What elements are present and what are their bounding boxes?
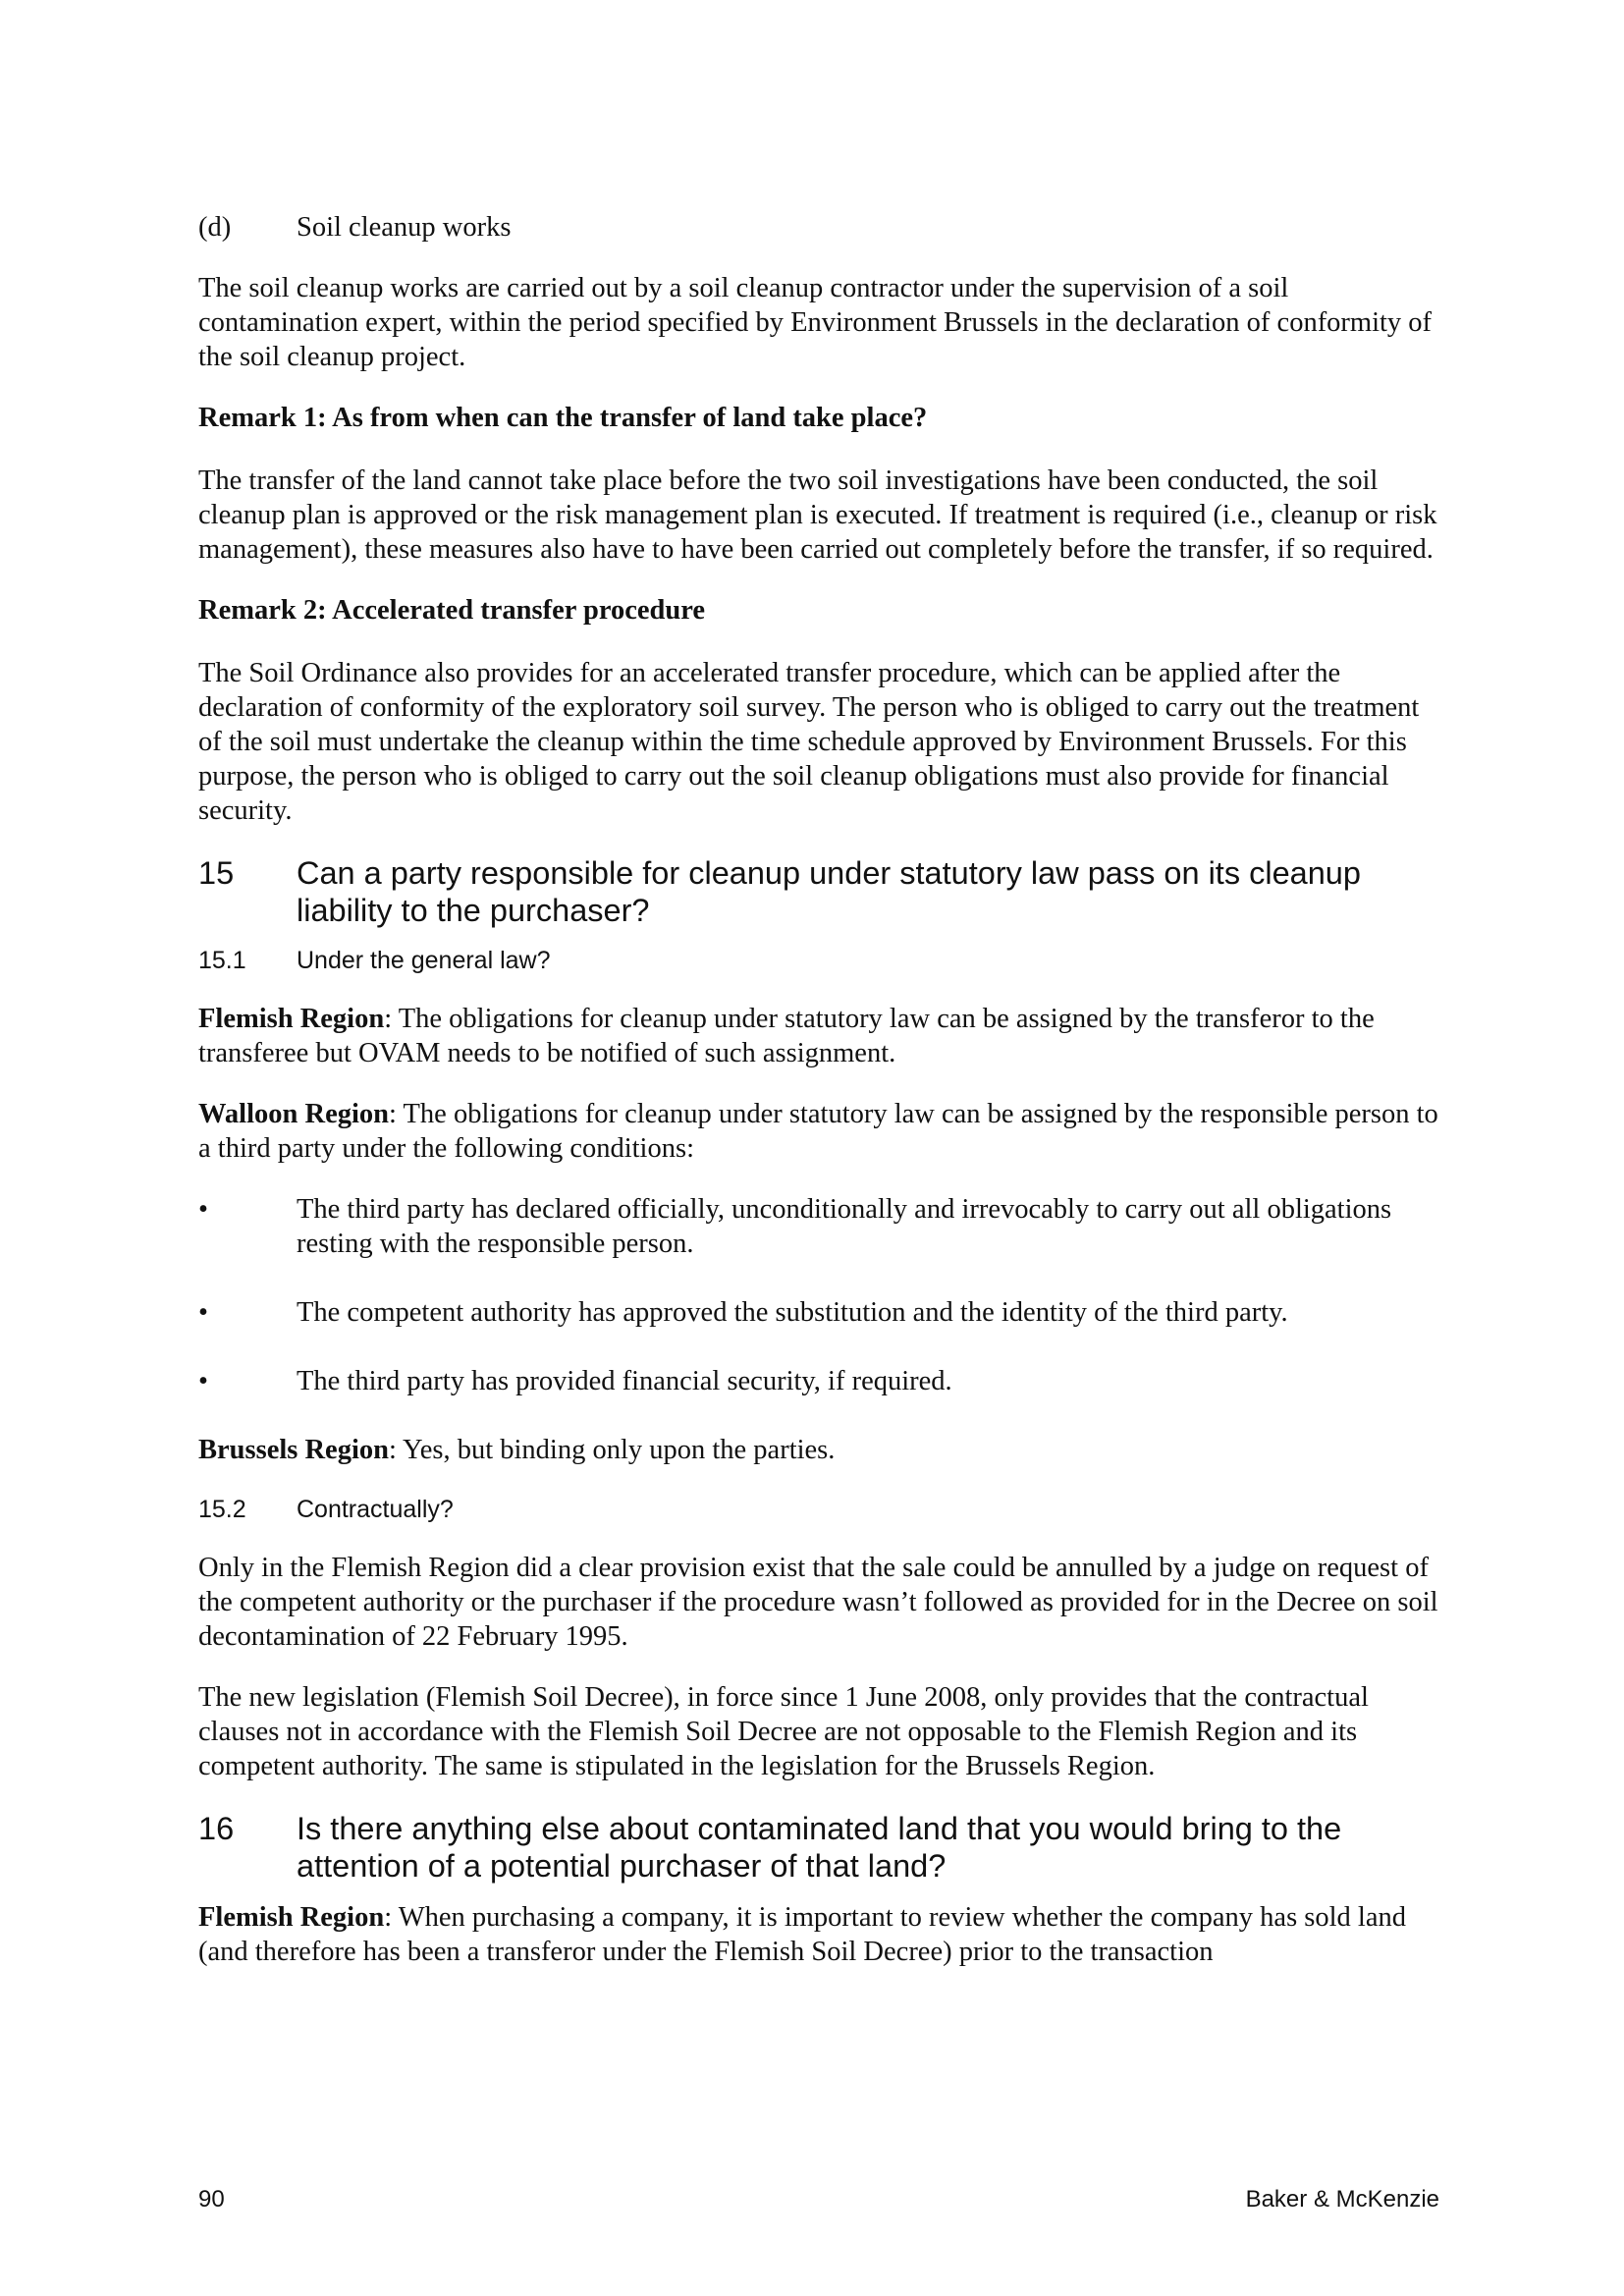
list-item-text: The competent authority has approved the substitution and the identity of the third party.	[297, 1297, 1288, 1328]
subsection-title: Under the general law?	[297, 947, 551, 974]
paragraph-contractual-1: Only in the Flemish Region did a clear provision exist that the sale could be annulled by a judge on request of the competent authority or the purchaser if the procedure wasn’t followed as provided for in the Decree on soil decontamination of 22 February 1995.	[198, 1553, 1438, 1652]
paragraph-contractual-2: The new legislation (Flemish Soil Decree), in force since 1 June 2008, only provides that the contractual clauses not in accordance with the Flemish Soil Decree are not opposable to the Flemish Region and its competent authority. The same is stipulated in the legislation for the Brussels Region.	[198, 1682, 1369, 1781]
paragraph-remark-1: The transfer of the land cannot take place before the two soil investigations have been conducted, the soil cleanup plan is approved or the risk management plan is executed. If treatment is required (i.e., cleanup or risk management), these measures also have to have been carried out completely before the transfer, if so required.	[198, 465, 1437, 565]
list-item-text: The third party has declared officially, unconditionally and irrevocably to carry out all obligations resting with the responsible person.	[297, 1194, 1392, 1259]
region-text: : When purchasing a company, it is important to review whether the company has sold land (and therefore has been a transferor under the Flemish Soil Decree) prior to the transaction	[198, 1902, 1406, 1967]
paragraph-remark-2: The Soil Ordinance also provides for an accelerated transfer procedure, which can be applied after the declaration of conformity of the exploratory soil survey. The person who is obliged to carry out the treatment of the soil must undertake the cleanup within the time schedule approved by Environment Brussels. For this purpose, the person who is obliged to carry out the soil cleanup obligations must also provide for financial security.	[198, 658, 1420, 826]
paragraph-flemish-region	[198, 1002, 1439, 1070]
paragraph-flemish-region-16	[198, 1900, 1439, 1969]
region-label: Walloon Region	[198, 1099, 389, 1129]
list-item-text: The third party has provided financial security, if required.	[297, 1366, 952, 1396]
subsection-title: Soil cleanup works	[297, 212, 512, 243]
conditions-list	[198, 1192, 1439, 1398]
firm-name: Baker & McKenzie	[1245, 2186, 1439, 2213]
remark-1-heading: Remark 1: As from when can the transfer of land take place?	[198, 403, 928, 433]
subsection-heading-d	[198, 210, 1439, 245]
page-content	[198, 210, 1439, 1995]
subsection-title: Contractually?	[297, 1496, 454, 1523]
section-title: Can a party responsible for cleanup under statutory law pass on its cleanup liability to the purchaser?	[297, 855, 1361, 928]
list-item	[198, 1295, 1439, 1330]
section-title: Is there anything else about contaminated land that you would bring to the attention of a potential purchaser of that land?	[297, 1811, 1342, 1884]
section-15-heading	[198, 854, 1439, 929]
bullet-icon: •	[198, 1297, 208, 1328]
paragraph-brussels-region	[198, 1433, 1439, 1467]
subsection-number: (d)	[198, 212, 232, 243]
subsection-number: 15.2	[198, 1496, 246, 1523]
paragraph-cleanup-works: The soil cleanup works are carried out by a soil cleanup contractor under the supervision of a soil contamination expert, within the period specified by Environment Brussels in the declaration of conformity of the soil cleanup project.	[198, 273, 1433, 372]
bullet-icon: •	[198, 1366, 208, 1396]
region-text: : The obligations for cleanup under statutory law can be assigned by the transferor to the transferee but OVAM needs to be notified of such assignment.	[198, 1004, 1375, 1068]
bullet-icon: •	[198, 1194, 208, 1225]
page-number: 90	[198, 2186, 225, 2213]
section-15-1-heading	[198, 945, 1439, 976]
paragraph-walloon-region	[198, 1097, 1439, 1166]
section-number: 15	[198, 855, 235, 891]
region-label: Flemish Region	[198, 1902, 385, 1933]
remark-2-heading: Remark 2: Accelerated transfer procedure	[198, 595, 706, 626]
list-item	[198, 1192, 1439, 1261]
section-15-2-heading	[198, 1494, 1439, 1525]
section-number: 16	[198, 1811, 235, 1846]
subsection-number: 15.1	[198, 947, 246, 974]
region-label: Flemish Region	[198, 1004, 385, 1034]
region-label: Brussels Region	[198, 1435, 389, 1465]
region-text: : The obligations for cleanup under statutory law can be assigned by the responsible person to a third party under the following conditions:	[198, 1099, 1438, 1164]
region-text: : Yes, but binding only upon the parties.	[388, 1435, 836, 1465]
section-16-heading	[198, 1810, 1439, 1885]
list-item	[198, 1364, 1439, 1398]
page-footer	[198, 2186, 1439, 2214]
